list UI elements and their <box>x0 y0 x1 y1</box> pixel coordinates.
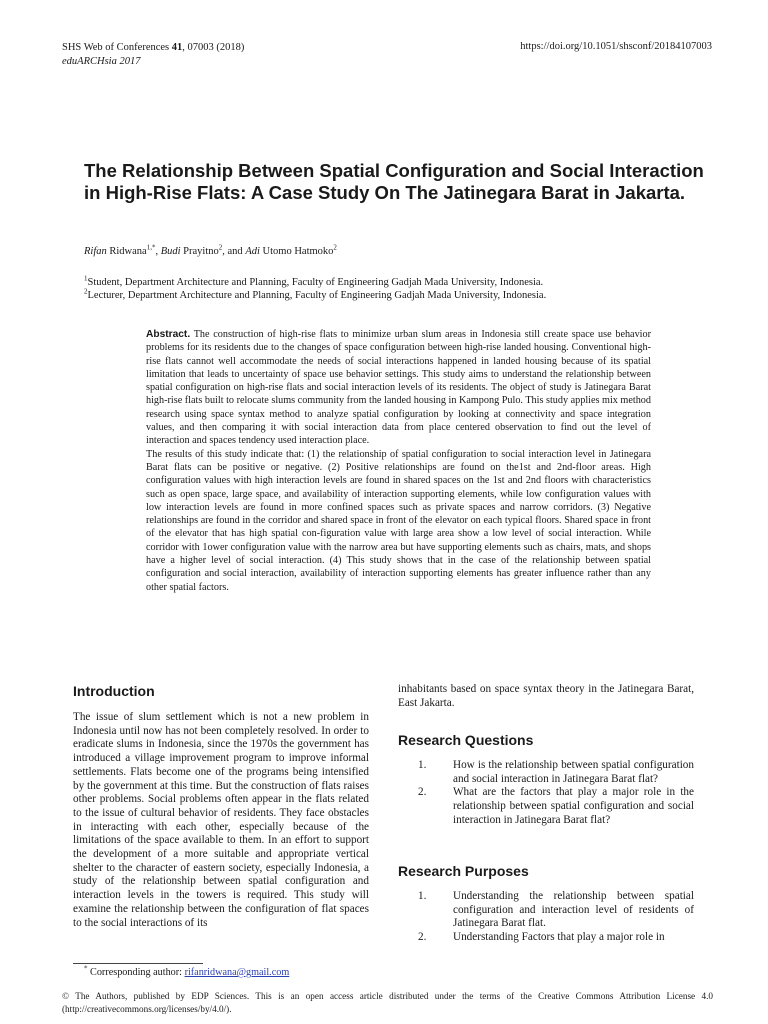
author-affiliation-mark: 1,* <box>146 243 156 252</box>
research-purposes-list <box>398 890 694 945</box>
abstract-label: Abstract. <box>146 329 191 340</box>
author-affiliation-mark: 2 <box>333 243 337 252</box>
footnote-label: Corresponding author: <box>87 967 185 978</box>
list-item <box>398 931 694 945</box>
footnote <box>84 964 290 978</box>
list-number: 1. <box>418 759 427 771</box>
doi-link[interactable]: https://doi.org/10.1051/shsconf/20184107003 <box>520 41 712 52</box>
list-text: What are the factors that play a major role in the relationship between spatial configuration and social interaction in Jatinegara Barat flat? <box>453 786 694 826</box>
research-questions-list <box>398 759 694 828</box>
list-number: 1. <box>418 890 427 902</box>
conference-subtitle: eduARCHsia 2017 <box>62 56 141 67</box>
license-notice: © The Authors, published by EDP Sciences. This is an open access article distributed under the terms of the Creative Commons Attribution License 4.0 (http://creativecommons.org/licenses/by/4.0/). <box>62 991 713 1014</box>
list-item <box>398 890 694 931</box>
list-item <box>398 759 694 786</box>
section-heading-research-purposes: Research Purposes <box>398 863 529 879</box>
abstract <box>146 328 651 594</box>
email-link[interactable]: rifanridwana@gmail.com <box>184 967 290 978</box>
list-number: 2. <box>418 931 427 944</box>
conference-prefix: SHS Web of Conferences <box>62 42 172 53</box>
affiliation-text: Student, Department Architecture and Planning, Faculty of Engineering Gadjah Mada University, Indonesia. <box>87 277 544 288</box>
affiliations <box>84 276 546 302</box>
author-last-name: Utomo Hatmoko <box>259 246 334 257</box>
affiliation-number: 2 <box>84 287 88 296</box>
author-separator: , <box>155 246 161 257</box>
author-last-name: Ridwana <box>106 246 147 257</box>
section-heading-research-questions: Research Questions <box>398 732 534 748</box>
section-heading-introduction: Introduction <box>73 683 155 699</box>
author-list <box>84 243 337 257</box>
author-last-name: Prayitno <box>180 246 219 257</box>
introduction-continuation: inhabitants based on space syntax theory in the Jatinegara Barat, East Jakarta. <box>398 683 694 709</box>
conference-name <box>62 41 244 55</box>
author-first-name: Budi <box>160 246 181 257</box>
affiliation-text: Lecturer, Department Architecture and Planning, Faculty of Engineering Gadjah Mada University, Indonesia. <box>87 290 547 301</box>
list-text: How is the relationship between spatial configuration and social interaction in Jatinegara Barat flat? <box>453 759 694 785</box>
abstract-paragraph <box>146 328 651 448</box>
running-header-left <box>62 41 244 69</box>
introduction-paragraph: The issue of slum settlement which is not a new problem in Indonesia until now has not been completely resolved. In order to eradicate slums in Indonesia, since the 1970s the government has introduced a village improvement program to improve informal settlements. Flats become one of the programs being intensified by the government at this time. But the construction of flats raises other problems. Social problems often appear in the flats related to the issue of cultural behavior of residents. They face obstacles in interacting with each other, especially because of the limitations of the space available to them. In an effort to support the development of a more suitable and appropriate vertical shelter to the character of eastern society, especially Indonesia, a study of the relationship between spatial configuration and interaction levels in the towers is required. This study will examine the relationship between the configuration of flat spaces to the social interactions of its <box>73 711 369 929</box>
conference-suffix: , 07003 (2018) <box>182 42 245 53</box>
author-separator: , and <box>222 246 246 257</box>
affiliation-line <box>84 289 546 302</box>
list-number: 2. <box>418 786 427 799</box>
author-first-name: Rifan <box>84 246 107 257</box>
author-first-name: Adi <box>245 246 260 257</box>
author-affiliation-mark: 2 <box>218 243 223 252</box>
list-text: Understanding the relationship between spatial configuration and interaction level of residents of Jatinegara Barat flat. <box>453 890 694 930</box>
affiliation-line <box>84 276 546 289</box>
affiliation-number: 1 <box>84 274 88 283</box>
list-text: Understanding Factors that play a major role in <box>453 931 665 944</box>
footnote-divider <box>73 963 203 964</box>
abstract-text: The construction of high-rise flats to minimize urban slum areas in Indonesia still create space use behavior problems for its residents due to the changes of space configuration between high-rise landed housing. Conventional high-rise flats cannot well accommodate the needs of social interactions happened in landed housing because of its spatial limitation that leads to uncertainty of space use behavior settings. This study aims to understand the relationship between spatial configuration on high-rise flats and social interaction levels of its residents. The object of study is Jatinegara Barat high-rise flats built to relocate slums community from the landed housing in Kampong Pulo. This study applies mix method research using space syntax method to analyze spatial configuration by looking at connectivity and space integration values, and then comparing it with social interaction data from place centered observation to find out the level of interaction and spaces tendency used interaction place. <box>146 329 651 447</box>
paper-title: The Relationship Between Spatial Configuration and Social Interaction in High-Rise Flats: A Case Study On The Jatinegara Barat in Jakarta. <box>84 160 704 203</box>
footnote-mark: * <box>84 964 88 973</box>
conference-volume: 41 <box>171 42 183 53</box>
abstract-paragraph: The results of this study indicate that: (1) the relationship of spatial configuration to social interaction level in Jatinegara Barat flats can be positive or negative. (2) Positive relationships are found on the1st and 2nd-floor areas. High configuration values with high interaction levels are found in shared spaces on the 1st and 2nd floors with characteristics such as open space, large space, and availability of interaction supporting elements, while low configuration values with low interaction levels are found in more confined spaces such as private spaces and narrow corridors. (3) Negative relationships are found in the corridor and shared space in front of the elevator on each typical floors. Shared space in front of the elevator that has high spatial con-figuration value with large area show a low level of social interaction. While corridor with 1ower configuration value with the narrow area but have supporting elements such as chairs, mats, and shops have a higher level of social interaction. (4) This study shows that in the case of the relationship between spatial configuration and social interaction, availability of interaction supporting elements has greater influence rather than any other spatial factors. <box>146 448 651 593</box>
list-item <box>398 786 694 827</box>
